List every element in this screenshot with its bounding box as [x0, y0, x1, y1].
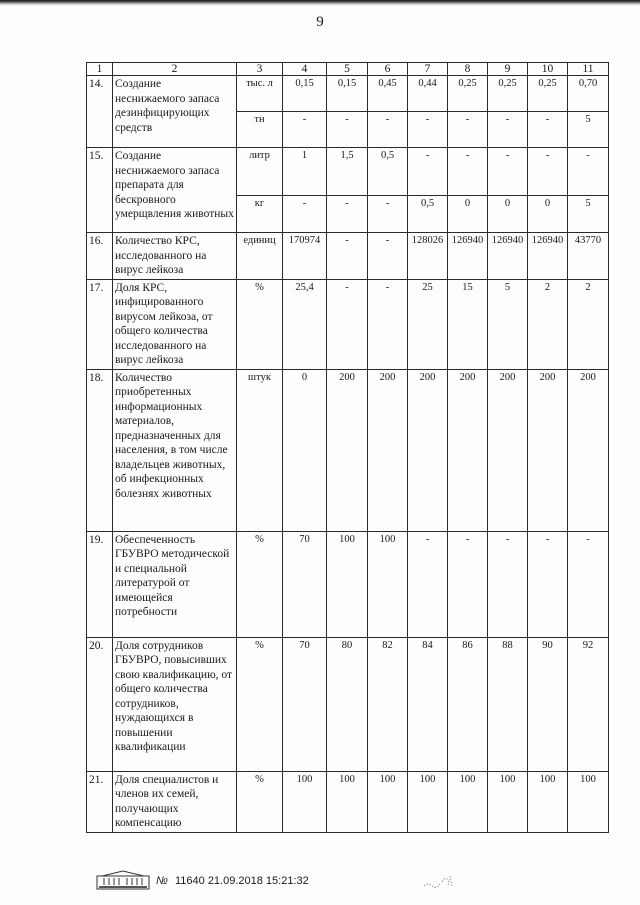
value-cell: 126940 [488, 233, 528, 280]
table-row [87, 233, 609, 280]
column-number-row [87, 63, 609, 76]
value-cell: 100 [448, 771, 488, 832]
value-cell: 43770 [568, 233, 609, 280]
document-footer [96, 868, 309, 894]
indicator-name: Создание неснижаемого запаса дезинфицирующих средств [113, 76, 237, 148]
column-number: 10 [528, 63, 568, 76]
value-cell: 15 [448, 279, 488, 369]
value-cell: - [528, 531, 568, 637]
table-row [87, 637, 609, 771]
value-cell: 0 [448, 196, 488, 233]
value-cell: 200 [368, 369, 408, 531]
value-cell: - [368, 112, 408, 148]
value-cell: 82 [368, 637, 408, 771]
value-cell: 100 [283, 771, 327, 832]
value-cell: 0,25 [488, 76, 528, 112]
value-cell: 100 [408, 771, 448, 832]
column-number: 8 [448, 63, 488, 76]
unit-cell: % [237, 771, 283, 832]
value-cell: 100 [368, 771, 408, 832]
unit-cell: литр [237, 148, 283, 196]
value-cell: - [568, 531, 609, 637]
page-number: 9 [316, 14, 324, 30]
row-number: 17. [87, 279, 113, 369]
value-cell: 0,25 [528, 76, 568, 112]
value-cell: 90 [528, 637, 568, 771]
value-cell: 86 [448, 637, 488, 771]
value-cell: 126940 [448, 233, 488, 280]
value-cell: 128026 [408, 233, 448, 280]
table-row [87, 279, 609, 369]
column-number: 2 [113, 63, 237, 76]
value-cell: - [408, 531, 448, 637]
indicators-table [86, 62, 609, 833]
value-cell: 200 [408, 369, 448, 531]
table-row [87, 531, 609, 637]
value-cell: 200 [528, 369, 568, 531]
value-cell: 5 [488, 279, 528, 369]
unit-cell: штук [237, 369, 283, 531]
value-cell: 0,5 [408, 196, 448, 233]
value-cell: 100 [528, 771, 568, 832]
value-cell: - [327, 279, 368, 369]
unit-cell: тн [237, 112, 283, 148]
value-cell: 25 [408, 279, 448, 369]
scan-edge [0, 0, 640, 6]
value-cell: 92 [568, 637, 609, 771]
row-number: 18. [87, 369, 113, 531]
value-cell: 100 [488, 771, 528, 832]
value-cell: - [408, 148, 448, 196]
row-number: 16. [87, 233, 113, 280]
value-cell: 0,15 [327, 76, 368, 112]
value-cell: 0,15 [283, 76, 327, 112]
column-number: 1 [87, 63, 113, 76]
number-sign: № [156, 875, 168, 887]
unit-cell: % [237, 531, 283, 637]
value-cell: 0 [283, 369, 327, 531]
column-number: 3 [237, 63, 283, 76]
value-cell: - [528, 112, 568, 148]
value-cell: 126940 [528, 233, 568, 280]
value-cell: 88 [488, 637, 528, 771]
value-cell: - [488, 112, 528, 148]
value-cell: - [488, 148, 528, 196]
column-number: 5 [327, 63, 368, 76]
column-number: 9 [488, 63, 528, 76]
value-cell: 0,45 [368, 76, 408, 112]
value-cell: 100 [327, 771, 368, 832]
table-row [87, 771, 609, 832]
value-cell: 0,70 [568, 76, 609, 112]
value-cell: 100 [568, 771, 609, 832]
value-cell: - [488, 531, 528, 637]
unit-cell: % [237, 279, 283, 369]
value-cell: - [448, 112, 488, 148]
value-cell: 1 [283, 148, 327, 196]
indicator-name: Обеспеченность ГБУВРО методической и специальной литературой от имеющейся потребности [113, 531, 237, 637]
value-cell: 200 [568, 369, 609, 531]
unit-cell: единиц [237, 233, 283, 280]
value-cell: 200 [448, 369, 488, 531]
column-number: 4 [283, 63, 327, 76]
column-number: 7 [408, 63, 448, 76]
column-number: 11 [568, 63, 609, 76]
table-row [87, 76, 609, 112]
value-cell: - [448, 148, 488, 196]
unit-cell: кг [237, 196, 283, 233]
indicator-name: Создание неснижаемого запаса препарата для бескровного умерщвления животных [113, 148, 237, 233]
value-cell: 0,44 [408, 76, 448, 112]
value-cell: 0 [528, 196, 568, 233]
value-cell: 0 [488, 196, 528, 233]
value-cell: 70 [283, 637, 327, 771]
value-cell: - [327, 196, 368, 233]
value-cell: 25,4 [283, 279, 327, 369]
row-number: 20. [87, 637, 113, 771]
value-cell: - [368, 279, 408, 369]
column-number: 6 [368, 63, 408, 76]
value-cell: 2 [528, 279, 568, 369]
indicator-name: Количество КРС, исследованного на вирус лейкоза [113, 233, 237, 280]
value-cell: 200 [327, 369, 368, 531]
row-number: 19. [87, 531, 113, 637]
value-cell: 0,5 [368, 148, 408, 196]
unit-cell: тыс. л [237, 76, 283, 112]
value-cell: 84 [408, 637, 448, 771]
value-cell: 5 [568, 196, 609, 233]
value-cell: 2 [568, 279, 609, 369]
value-cell: - [283, 196, 327, 233]
value-cell: - [368, 233, 408, 280]
row-number: 15. [87, 148, 113, 233]
value-cell: 80 [327, 637, 368, 771]
row-number: 14. [87, 76, 113, 148]
row-number: 21. [87, 771, 113, 832]
indicator-name: Доля КРС, инфицированного вирусом лейкоза, от общего количества исследованного на вирус лейкоза [113, 279, 237, 369]
signature-mark-icon [420, 868, 460, 894]
indicator-name: Количество приобретенных информационных материалов, предназначенных для населения, в том числе владельцев животных, об инфекционных болезнях животных [113, 369, 237, 531]
table-row [87, 369, 609, 531]
value-cell: - [283, 112, 327, 148]
value-cell: 5 [568, 112, 609, 148]
value-cell: - [568, 148, 609, 196]
value-cell: - [528, 148, 568, 196]
value-cell: - [327, 233, 368, 280]
value-cell: - [368, 196, 408, 233]
value-cell: 1,5 [327, 148, 368, 196]
indicator-name: Доля сотрудников ГБУВРО, повысивших свою квалификацию, от общего количества сотрудников, нуждающихся в повышении квалификации [113, 637, 237, 771]
value-cell: 100 [327, 531, 368, 637]
value-cell: 170974 [283, 233, 327, 280]
building-emblem-icon [96, 870, 150, 892]
indicator-name: Доля специалистов и членов их семей, получающих компенсацию [113, 771, 237, 832]
table-row [87, 148, 609, 196]
unit-cell: % [237, 637, 283, 771]
value-cell: 0,25 [448, 76, 488, 112]
value-cell: 70 [283, 531, 327, 637]
value-cell: - [408, 112, 448, 148]
value-cell: - [327, 112, 368, 148]
value-cell: 200 [488, 369, 528, 531]
value-cell: - [448, 531, 488, 637]
value-cell: 100 [368, 531, 408, 637]
document-registration-info: 11640 21.09.2018 15:21:32 [174, 875, 309, 887]
